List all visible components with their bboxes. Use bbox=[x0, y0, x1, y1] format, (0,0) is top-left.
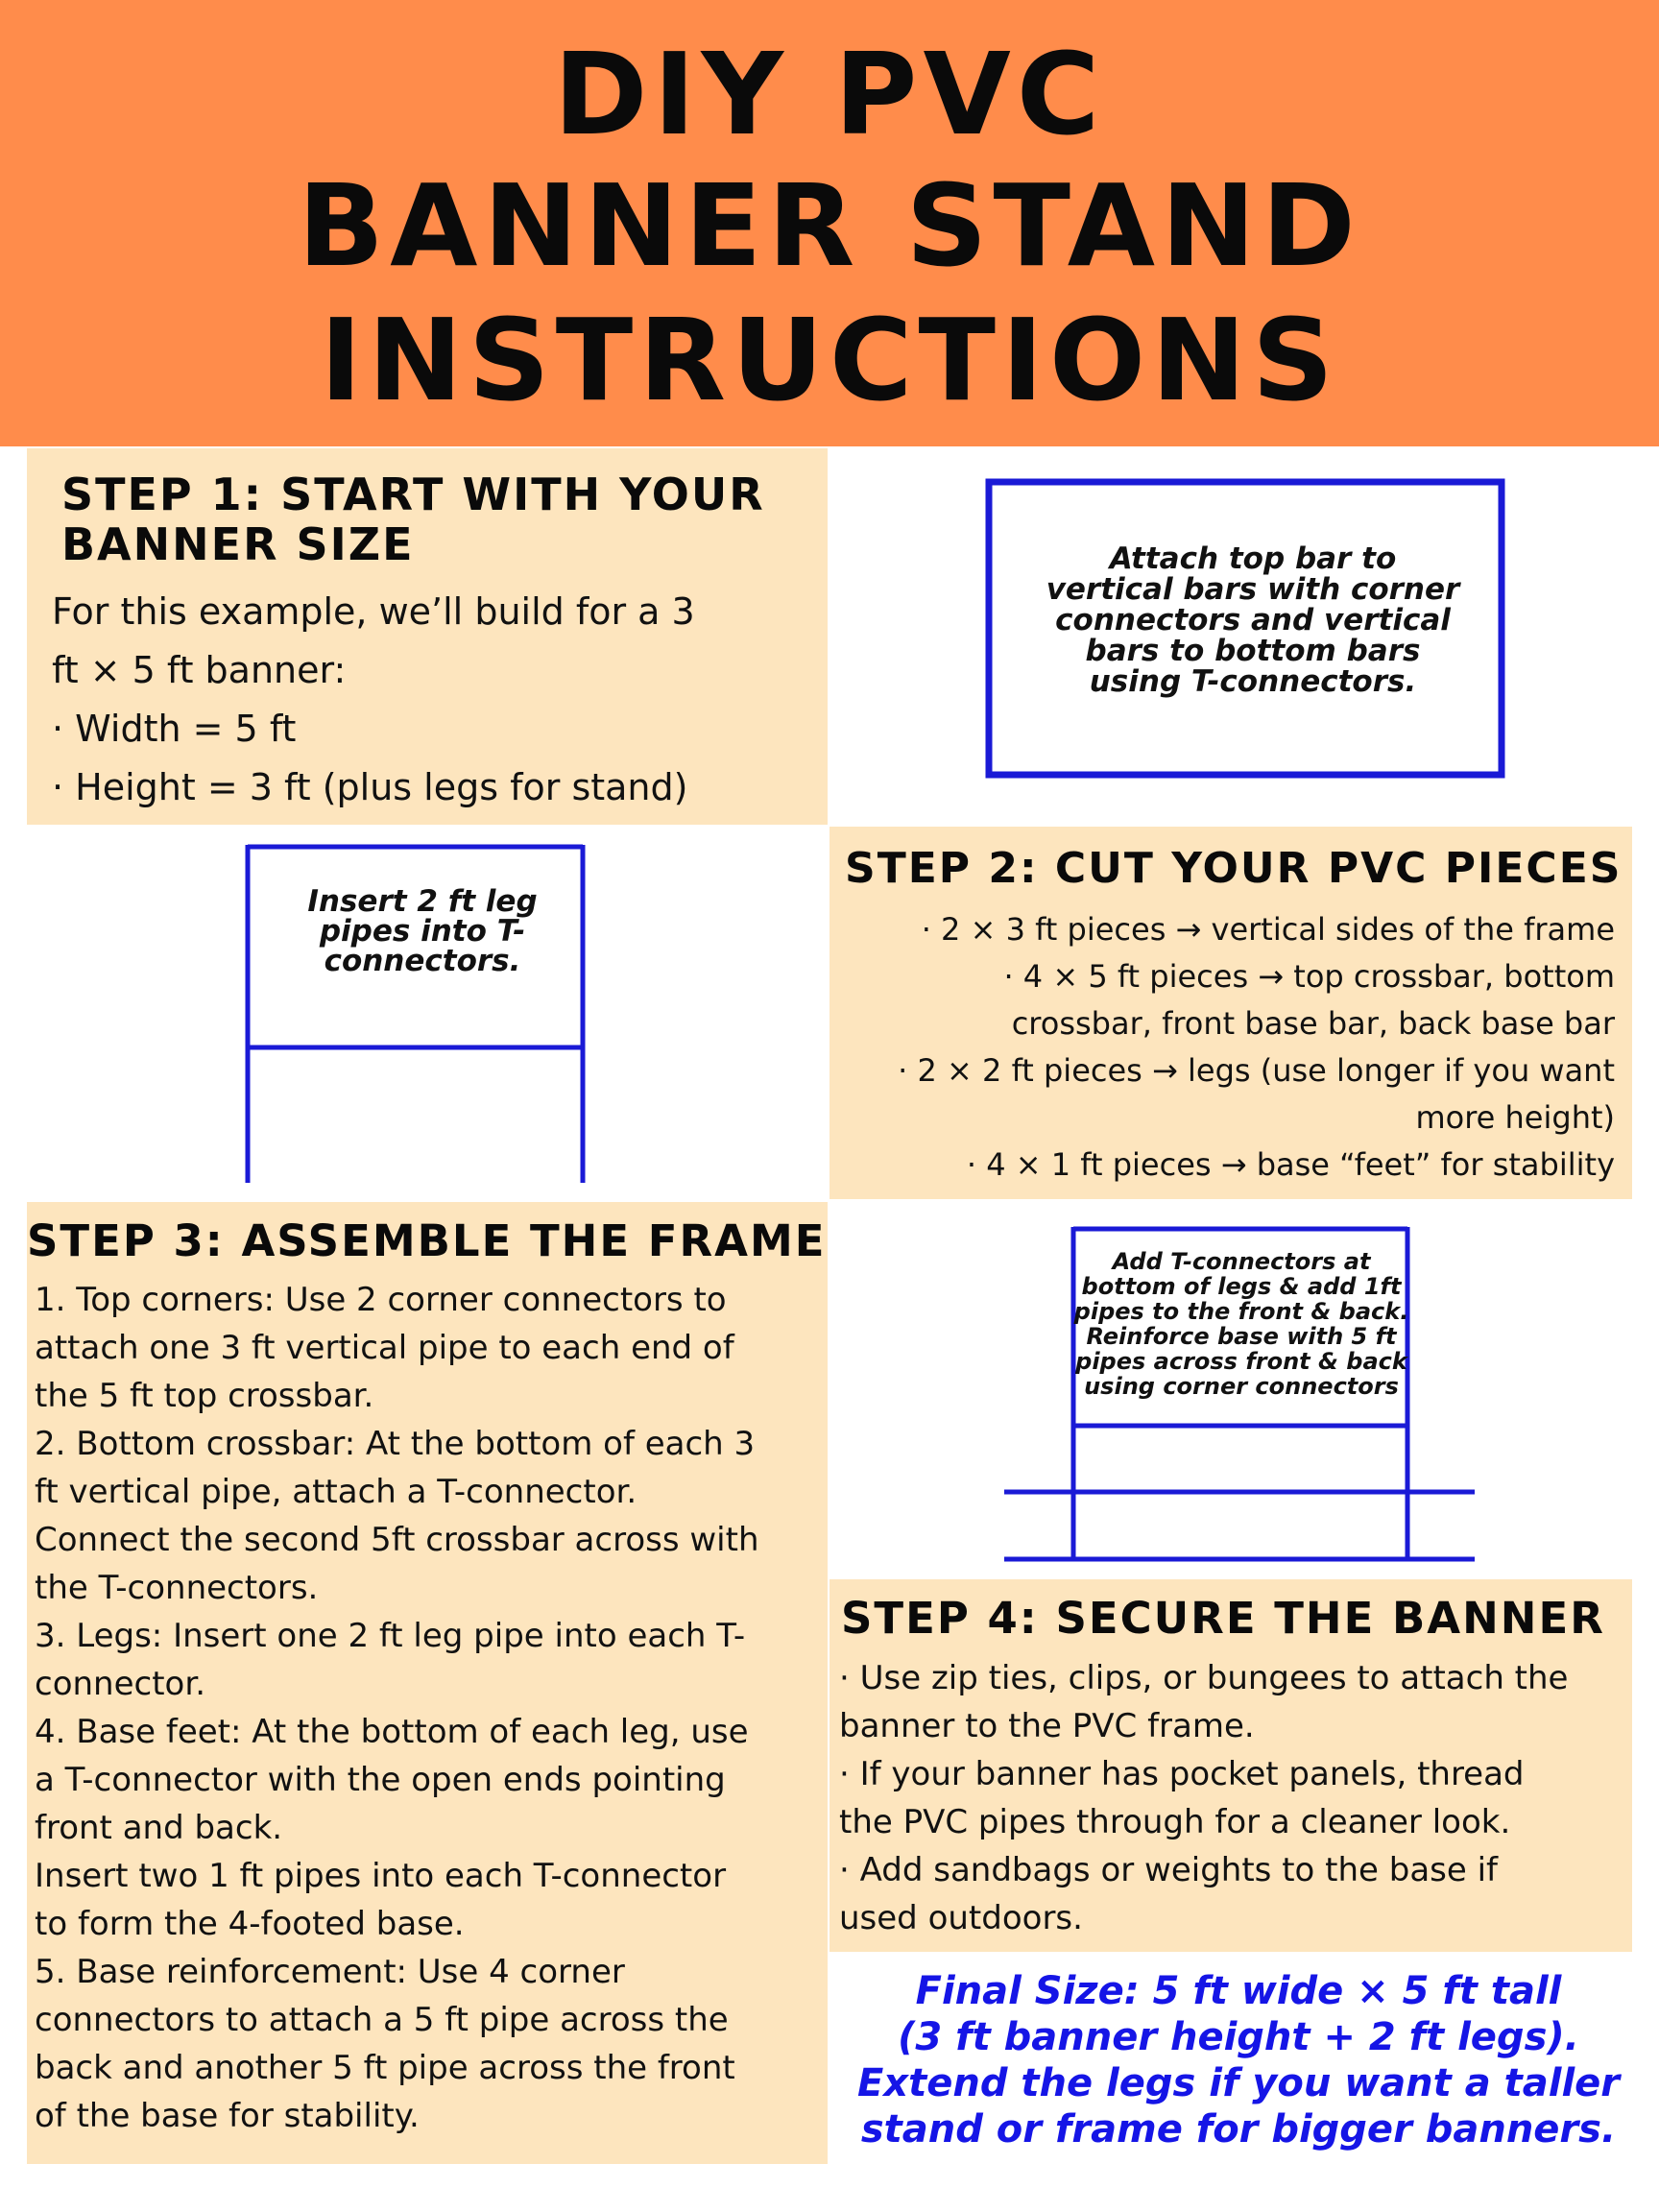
step2-body bbox=[898, 906, 1615, 1189]
diagram3-caption-line: Add T-connectors at bbox=[1112, 1248, 1371, 1275]
diagram1-caption-line: vertical bars with corner bbox=[1046, 572, 1460, 607]
step3-line: of the base for stability. bbox=[35, 2097, 420, 2135]
step1-title-line: STEP 1: START WITH YOUR bbox=[61, 469, 765, 520]
step2-title: STEP 2: CUT YOUR PVC PIECES bbox=[845, 844, 1623, 893]
final-size-note bbox=[835, 1968, 1642, 2152]
final-note-line: Final Size: 5 ft wide × 5 ft tall bbox=[915, 1969, 1562, 2013]
diagram3-caption-line: bottom of legs & add 1ft bbox=[1081, 1273, 1402, 1300]
step3-line: a T-connector with the open ends pointing bbox=[35, 1761, 726, 1799]
diagram2-caption bbox=[278, 884, 566, 978]
step2-line: · 4 × 5 ft pieces → top crossbar, bottom bbox=[1003, 958, 1615, 995]
diagram3-caption bbox=[1073, 1249, 1409, 1399]
diagram3-caption-line: Reinforce base with 5 ft bbox=[1086, 1323, 1397, 1350]
step1-line: · Height = 3 ft (plus legs for stand) bbox=[52, 766, 688, 808]
step3-line: the T-connectors. bbox=[35, 1569, 319, 1607]
step4-line: banner to the PVC frame. bbox=[839, 1707, 1255, 1745]
step3-body bbox=[35, 1276, 759, 2140]
step2-line: crossbar, front base bar, back base bar bbox=[1011, 1005, 1615, 1042]
step3-line: front and back. bbox=[35, 1809, 283, 1847]
step2-box bbox=[830, 827, 1632, 1199]
step3-line: 4. Base feet: At the bottom of each leg, use bbox=[35, 1713, 749, 1751]
step1-title bbox=[61, 469, 765, 569]
step4-line: used outdoors. bbox=[839, 1899, 1083, 1937]
step3-line: the 5 ft top crossbar. bbox=[35, 1377, 374, 1415]
step4-line: · Use zip ties, clips, or bungees to attach the bbox=[839, 1659, 1569, 1697]
final-note-line: Extend the legs if you want a taller bbox=[856, 2061, 1621, 2105]
step3-line: Insert two 1 ft pipes into each T-connector bbox=[35, 1857, 727, 1895]
step3-line: 3. Legs: Insert one 2 ft leg pipe into each T- bbox=[35, 1617, 746, 1655]
diagram2-caption-line: pipes into T- bbox=[319, 914, 526, 949]
diagram3-caption-line: pipes to the front & back. bbox=[1073, 1298, 1409, 1325]
final-note-line: stand or frame for bigger banners. bbox=[860, 2107, 1617, 2152]
header-banner bbox=[0, 0, 1659, 446]
step4-box bbox=[830, 1579, 1632, 1952]
step1-body bbox=[52, 583, 695, 817]
diagram1-caption-line: using T-connectors. bbox=[1089, 664, 1417, 699]
diagram1-caption-line: bars to bottom bars bbox=[1085, 634, 1421, 668]
step3-line: 5. Base reinforcement: Use 4 corner bbox=[35, 1953, 625, 1991]
step1-line: · Width = 5 ft bbox=[52, 708, 297, 750]
step1-title-line: BANNER SIZE bbox=[61, 518, 415, 570]
step3-line: connector. bbox=[35, 1665, 206, 1703]
diagram1-caption bbox=[998, 543, 1507, 697]
final-note-line: (3 ft banner height + 2 ft legs). bbox=[898, 2015, 1579, 2059]
step3-title: STEP 3: ASSEMBLE THE FRAME bbox=[27, 1215, 827, 1266]
diagram2-caption-line: connectors. bbox=[324, 944, 521, 978]
step2-line: · 2 × 2 ft pieces → legs (use longer if you want bbox=[898, 1052, 1615, 1089]
title-line-1: DIY PVC bbox=[553, 28, 1106, 160]
step4-line: the PVC pipes through for a cleaner look. bbox=[839, 1803, 1511, 1841]
step3-box bbox=[27, 1202, 828, 2164]
step3-line: 1. Top corners: Use 2 corner connectors to bbox=[35, 1281, 727, 1319]
step4-line: · Add sandbags or weights to the base if bbox=[839, 1851, 1499, 1889]
step4-title: STEP 4: SECURE THE BANNER bbox=[841, 1593, 1605, 1644]
step2-line: · 2 × 3 ft pieces → vertical sides of the frame bbox=[921, 911, 1615, 948]
step4-line: · If your banner has pocket panels, thread bbox=[839, 1755, 1525, 1793]
title-line-3: INSTRUCTIONS bbox=[320, 294, 1339, 426]
step3-line: ft vertical pipe, attach a T-connector. bbox=[35, 1473, 637, 1511]
step3-line: to form the 4-footed base. bbox=[35, 1905, 465, 1943]
step2-line: · 4 × 1 ft pieces → base “feet” for stability bbox=[966, 1146, 1615, 1183]
diagram3-caption-line: using corner connectors bbox=[1084, 1373, 1399, 1400]
step1-line: ft × 5 ft banner: bbox=[52, 649, 347, 691]
title-line-2: BANNER STAND bbox=[298, 159, 1361, 292]
step3-line: Connect the second 5ft crossbar across with bbox=[35, 1521, 759, 1559]
step1-box bbox=[27, 448, 828, 825]
diagram2-caption-line: Insert 2 ft leg bbox=[307, 884, 538, 919]
step3-line: attach one 3 ft vertical pipe to each end of bbox=[35, 1329, 734, 1367]
diagram3-caption-line: pipes across front & back bbox=[1075, 1348, 1407, 1375]
step3-line: back and another 5 ft pipe across the front bbox=[35, 2049, 735, 2087]
diagram1-caption-line: connectors and vertical bbox=[1055, 603, 1451, 637]
step3-line: 2. Bottom crossbar: At the bottom of each 3 bbox=[35, 1425, 756, 1463]
step3-line: connectors to attach a 5 ft pipe across the bbox=[35, 2001, 729, 2039]
diagram1-caption-line: Attach top bar to bbox=[1109, 541, 1397, 576]
step2-line: more height) bbox=[1415, 1099, 1615, 1136]
step1-line: For this example, we’ll build for a 3 bbox=[52, 590, 695, 633]
step4-body bbox=[839, 1654, 1568, 1942]
